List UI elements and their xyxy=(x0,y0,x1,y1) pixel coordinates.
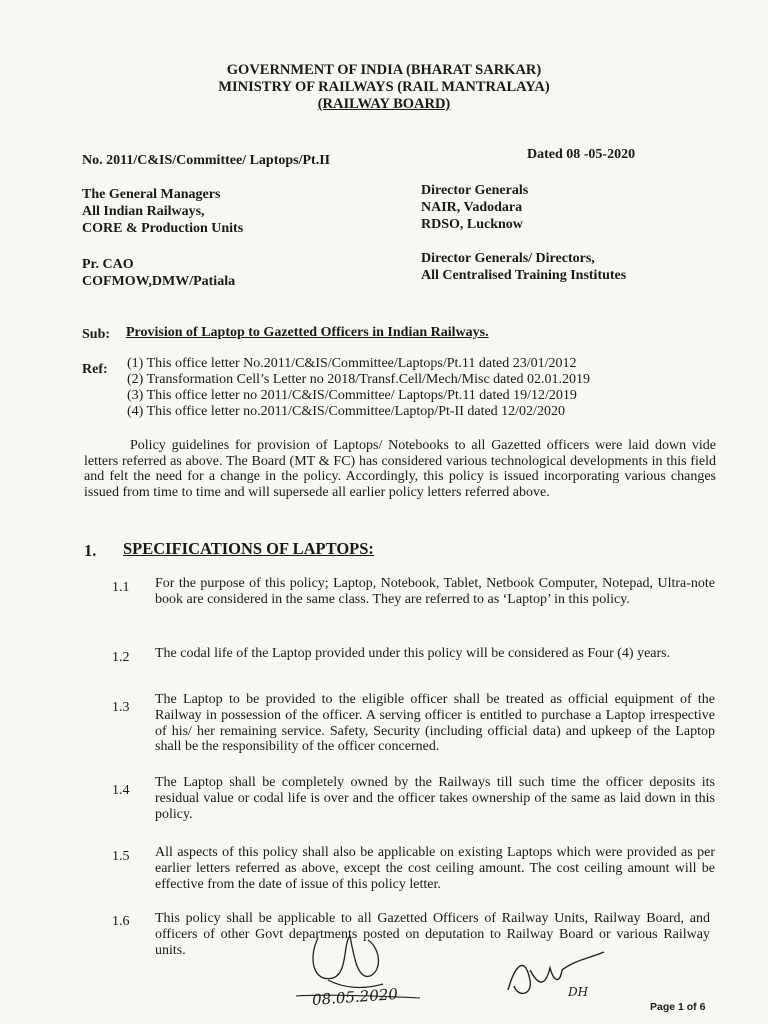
reference-item: (1) This office letter No.2011/C&IS/Committee/Laptops/Pt.11 dated 23/01/2012 xyxy=(127,356,577,371)
header-line-2: MINISTRY OF RAILWAYS (RAIL MANTRALAYA) xyxy=(218,79,550,95)
reference-item: (4) This office letter no.2011/C&IS/Committee/Laptop/Pt-II dated 12/02/2020 xyxy=(127,404,565,419)
section-number: 1. xyxy=(84,541,97,560)
addressee-left-2 xyxy=(82,256,235,290)
addressee-line: All Indian Railways, xyxy=(82,204,205,219)
item-text: The codal life of the Laptop provided under this policy will be considered as Four (4) years. xyxy=(155,646,671,661)
references-label: Ref: xyxy=(82,362,108,377)
letter-date: Dated 08 -05-2020 xyxy=(527,147,636,162)
header-line-3: (RAILWAY BOARD) xyxy=(317,96,451,112)
letter-number: No. 2011/C&IS/Committee/ Laptops/Pt.II xyxy=(82,153,331,168)
initials-note: DH xyxy=(568,985,589,999)
subject-text: Provision of Laptop to Gazetted Officers in Indian Railways. xyxy=(126,325,489,340)
addressee-right-1 xyxy=(421,182,528,233)
addressee-line: Pr. CAO xyxy=(82,257,134,272)
item-text: For the purpose of this policy; Laptop, Notebook, Tablet, Netbook Computer, Notepad, Ultra-note book are considered in the same class. They are referred to as ‘Laptop’ in this policy. xyxy=(155,576,715,607)
subject-label: Sub: xyxy=(82,327,111,342)
addressee-line: NAIR, Vadodara xyxy=(421,200,523,215)
addressee-line: The General Managers xyxy=(82,187,221,202)
addressee-line: Director Generals/ Directors, xyxy=(421,251,595,266)
intro-paragraph: Policy guidelines for provision of Laptops/ Notebooks to all Gazetted officers were laid down vide letters referred as above. The Board (MT & FC) has considered various technological developments in this field and felt the need for a change in the policy. Accordingly, this policy is issued incorporating various changes issued from time to time and will supersede all earlier policy letters referred above. xyxy=(84,438,716,500)
item-text: All aspects of this policy shall also be applicable on existing Laptops which were provided as per earlier letters referred as above, except the cost ceiling amount. The cost ceiling amount will be effective from the date of issue of this policy letter. xyxy=(155,845,715,892)
item-text: The Laptop to be provided to the eligible officer shall be treated as official equipment of the Railway in possession of the officer. A serving officer is entitled to purchase a Laptop irrespective of his/ her remaining service. Safety, Security (including official data) and upkeep of the Laptop shall be the responsibility of the officer concerned. xyxy=(155,692,715,755)
header-line-1: GOVERNMENT OF INDIA (BHARAT SARKAR) xyxy=(226,62,542,78)
section-title: SPECIFICATIONS OF LAPTOPS: xyxy=(123,539,374,558)
item-number: 1.6 xyxy=(112,914,130,929)
addressee-left-1 xyxy=(82,186,243,237)
item-number: 1.2 xyxy=(112,650,130,665)
reference-item: (3) This office letter no 2011/C&IS/Committee/ Laptops/Pt.11 dated 19/12/2019 xyxy=(127,388,577,403)
item-text: This policy shall be applicable to all Gazetted Officers of Railway Units, Railway Board, and officers of other Govt departments posted on deputation to Railway Board or various Railway units. xyxy=(155,911,710,958)
item-number: 1.4 xyxy=(112,783,130,798)
item-text: The Laptop shall be completely owned by the Railways till such time the officer deposits its residual value or codal life is over and the officer takes ownership of the same as laid down in this policy. xyxy=(155,775,715,822)
addressee-right-2 xyxy=(421,250,626,284)
addressee-line: Director Generals xyxy=(421,183,529,198)
addressee-line: All Centralised Training Institutes xyxy=(421,268,627,283)
item-number: 1.5 xyxy=(112,849,130,864)
addressee-line: COFMOW,DMW/Patiala xyxy=(82,274,236,289)
item-number: 1.3 xyxy=(112,700,130,715)
addressee-line: RDSO, Lucknow xyxy=(421,217,523,232)
addressee-line: CORE & Production Units xyxy=(82,221,244,236)
initials-graphic xyxy=(500,940,610,1010)
reference-item: (2) Transformation Cell’s Letter no 2018/Transf.Cell/Mech/Misc dated 02.01.2019 xyxy=(127,372,590,387)
item-number: 1.1 xyxy=(112,580,130,595)
page-footer: Page 1 of 6 xyxy=(650,1001,706,1013)
signature-date: 08.05.2020 xyxy=(311,985,399,1009)
